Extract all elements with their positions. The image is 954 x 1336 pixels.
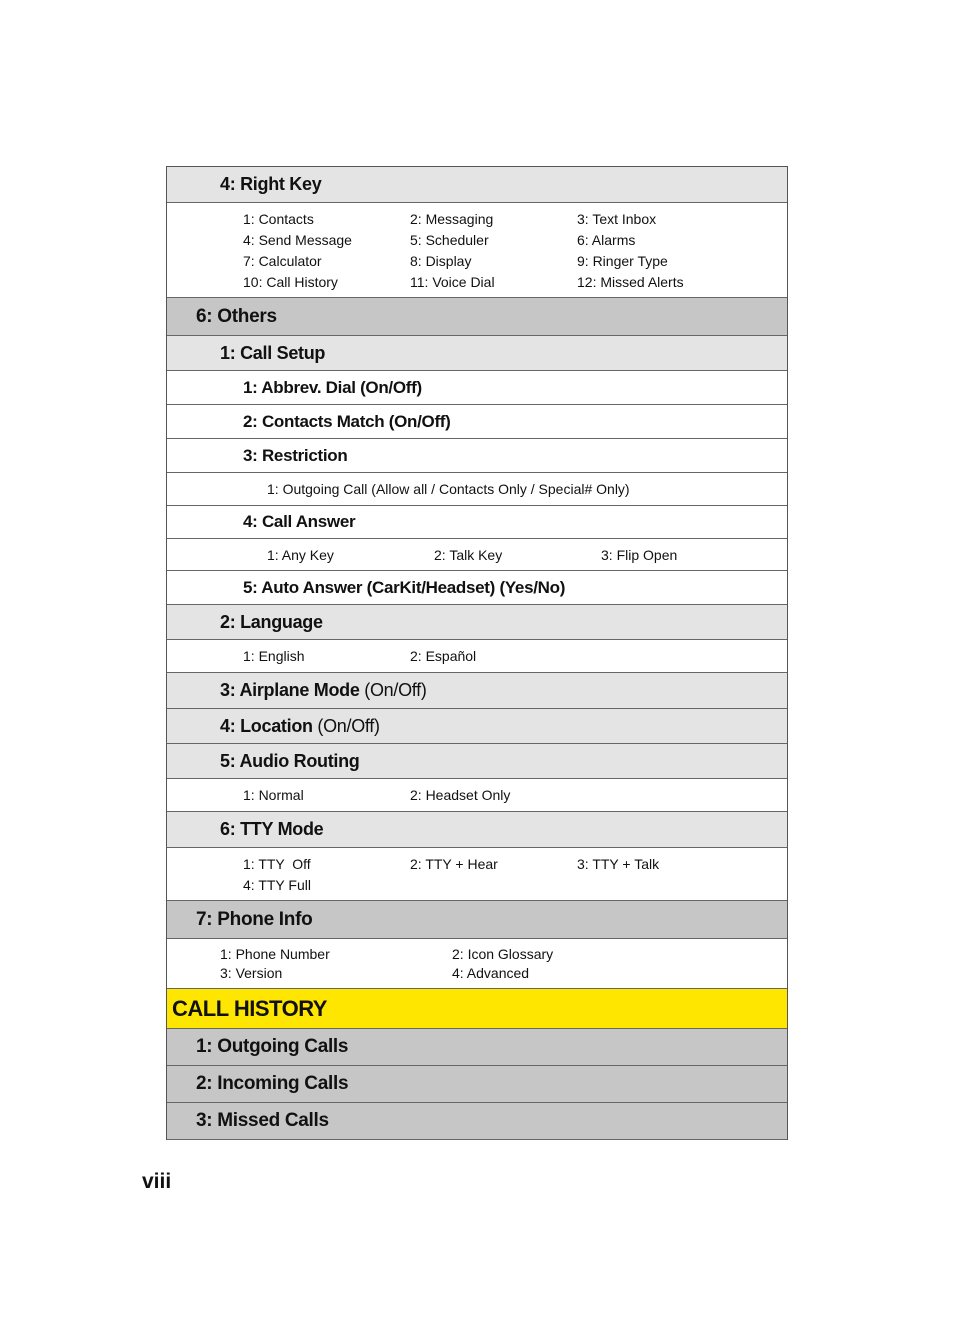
menu-item-label: 5: Auto Answer (CarKit/Headset) (Yes/No) [243,577,566,597]
menu-item-label: 2: Contacts Match (On/Off) [243,411,451,431]
menu-item-restriction [167,439,787,473]
option: 2: Headset Only [410,787,511,803]
option: 2: TTY + Hear [410,855,498,872]
menu-item-language [167,605,787,640]
option: 1: TTY Off [243,855,311,872]
options-line [243,208,787,229]
menu-section-label: 2: Incoming Calls [196,1073,349,1094]
option: 4: TTY Full [243,876,311,893]
option: 11: Voice Dial [410,273,495,290]
menu-item-label: 4: Location [220,715,313,736]
option: 1: Any Key [267,546,334,563]
menu-item-label: 1: Call Setup [220,342,326,363]
language-options [167,640,787,673]
option: 2: Español [410,648,477,664]
options-line [243,874,787,895]
menu-item-label: 6: TTY Mode [220,819,324,839]
options-line [243,250,787,271]
menu-item-label: 2: Language [220,611,323,632]
option: 3: Text Inbox [577,210,657,227]
options-line [243,271,787,292]
menu-tree-table [166,166,788,1140]
menu-section-label: 6: Others [196,305,277,327]
option: 4: Advanced [452,965,530,981]
right-key-options [167,203,787,298]
menu-item-call-answer [167,506,787,539]
menu-item-audio-routing [167,744,787,779]
menu-item-suffix: (On/Off) [312,715,380,736]
menu-item-incoming-calls [167,1066,787,1103]
menu-item-abbrev-dial [167,371,787,405]
section-heading-label: CALL HISTORY [172,995,327,1021]
phone-info-options [167,939,787,989]
option: 7: Calculator [243,252,322,269]
option: 4: Send Message [243,231,352,248]
option: 3: TTY + Talk [577,855,660,872]
option: 8: Display [410,252,472,269]
menu-item-call-setup [167,336,787,371]
option: 1: Phone Number [220,946,330,962]
options-line [220,945,787,964]
options-line [267,544,787,565]
menu-item-auto-answer [167,571,787,605]
menu-item-location [167,709,787,744]
menu-section-others [167,298,787,336]
option: 1: Contacts [243,210,314,227]
options-line [243,646,787,667]
option: 1: Outgoing Call (Allow all / Contacts Only / Special# Only) [267,481,630,497]
menu-item-label: 4: Right Key [220,174,322,194]
options-line [243,785,787,806]
menu-item-airplane-mode [167,673,787,709]
tty-mode-options [167,848,787,901]
option: 2: Messaging [410,210,494,227]
audio-routing-options [167,779,787,812]
menu-item-outgoing-calls [167,1029,787,1066]
option: 1: Normal [243,787,304,803]
page-number: viii [142,1170,172,1193]
menu-section-phone-info [167,901,787,939]
menu-item-right-key [167,167,787,203]
options-line [220,964,787,983]
option: 1: English [243,648,305,664]
menu-item-tty-mode [167,812,787,848]
menu-section-label: 1: Outgoing Calls [196,1036,349,1057]
menu-item-suffix: (On/Off) [359,680,427,700]
option: 10: Call History [243,273,338,290]
options-line [243,229,787,250]
options-line [267,479,787,500]
option: 3: Version [220,965,283,981]
option: 3: Flip Open [601,546,678,563]
options-line [243,853,787,874]
option: 2: Icon Glossary [452,946,554,962]
option: 6: Alarms [577,231,636,248]
menu-item-label: 3: Airplane Mode [220,680,360,700]
menu-item-contacts-match [167,405,787,439]
option: 5: Scheduler [410,231,489,248]
call-history-heading [167,989,787,1029]
menu-section-label: 3: Missed Calls [196,1110,329,1131]
menu-item-label: 1: Abbrev. Dial (On/Off) [243,377,422,397]
option: 9: Ringer Type [577,252,668,269]
option: 12: Missed Alerts [577,273,684,290]
call-answer-options [167,539,787,571]
menu-item-missed-calls [167,1103,787,1140]
menu-section-label: 7: Phone Info [196,908,313,930]
menu-item-label: 4: Call Answer [243,512,356,531]
menu-item-label: 5: Audio Routing [220,750,360,771]
restriction-options [167,473,787,506]
option: 2: Talk Key [434,546,503,563]
menu-item-label: 3: Restriction [243,445,348,465]
